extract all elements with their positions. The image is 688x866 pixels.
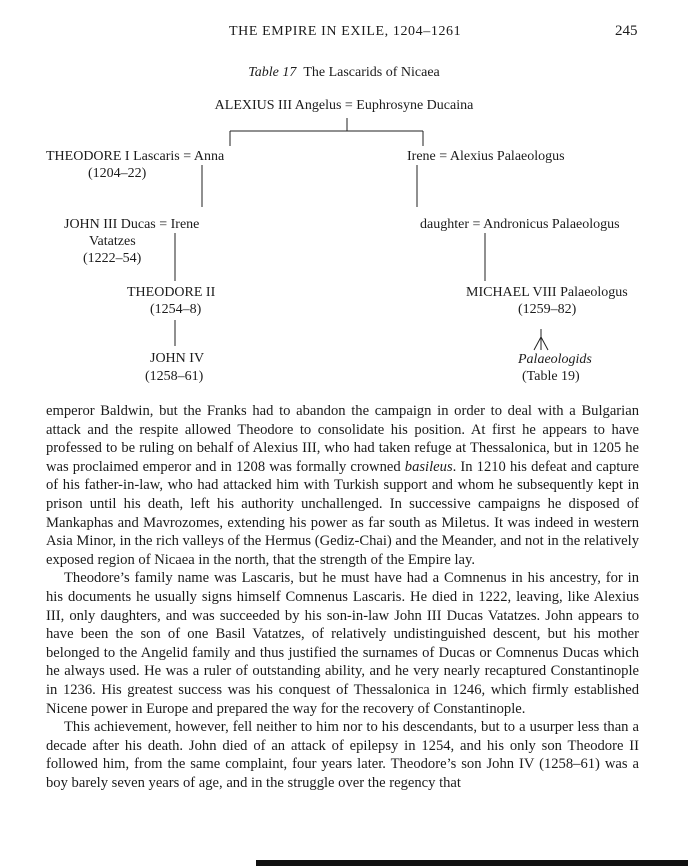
tree-john-iii: JOHN III Ducas = Irene xyxy=(64,217,200,232)
tree-john-iv-dates: (1258–61) xyxy=(145,369,204,384)
tree-root: ALEXIUS III Angelus = Euphrosyne Ducaina xyxy=(214,98,474,113)
paragraph-1-italic: basileus xyxy=(404,458,453,475)
table-caption-title: The Lascarids of Nicaea xyxy=(303,65,440,80)
tree-daughter-andronicus: daughter = Andronicus Palaeologus xyxy=(420,217,620,232)
tree-john-iii-name2: Vatatzes xyxy=(89,234,136,249)
paragraph-1-part-a: emperor Baldwin, but the Franks had to abandon the campaign in order to deal with a Bulgarian attack and the respite allowed Theodore to consolidate his position. At first he appears to have professed to be ruling on behalf of Alexius III, who had taken refuge at Thessalonica, but in 1205 he was proclaimed emperor and in 1208 was formally crowned xyxy=(46,403,639,475)
tree-theodore-ii: THEODORE II xyxy=(127,285,216,300)
page-number: 245 xyxy=(615,23,638,39)
tree-john-iii-dates: (1222–54) xyxy=(83,251,142,266)
paragraph-3: This achievement, however, fell neither to him nor to his descendants, but to a usurper less than a decade after his death. John died of an attack of epilepsy in 1254, and his only son Theodore II followed him, from the same complaint, four years later. Theodore’s son John IV (1258–61) was a boy barely seven years of age, and in the struggle over the regency that xyxy=(46,719,639,791)
paragraph-2: Theodore’s family name was Lascaris, but he must have had a Comnenus in his ancestry, for in his documents he usually signs himself Comnenus Lascaris. He died in 1222, leaving, like Alexius III, only daughters, and was succeeded by his son-in-law John III Ducas Vatatzes. John appears to have been the son of one Basil Vatatzes, of relatively undistinguished descent, but his mother belonged to the Angelid family and thus justified the surnames of Ducas or Comnenus Ducas which he always used. He was a ruler of outstanding ability, and he very nearly recaptured Constantinople in 1236. His greatest success was his conquest of Thessalonica in 1246, which firmly established Nicene power in Europe and prepared the way for the recovery of Constantinople. xyxy=(46,570,639,717)
running-title: THE EMPIRE IN EXILE, 1204–1261 xyxy=(229,24,462,39)
tree-theodore-i: THEODORE I Lascaris = Anna xyxy=(46,149,225,164)
paragraph-1 xyxy=(46,402,639,569)
scan-edge-bar xyxy=(256,860,688,866)
tree-michael-viii-dates: (1259–82) xyxy=(518,302,577,317)
paragraph-1-part-b: . In 1210 his defeat and capture of his father-in-law, who had attacked him with Turkish support and whom he subsequently kept in prison until his death, left his authority unchallenged. In successive campaigns he disposed of Mankaphas and Mavrozomes, extending his power as far south as Miletus. It was indeed in western Asia Minor, in the rich valleys of the Hermus (Gediz-Chai) and the Meander, and not in the relatively exposed region of Nicaea in the north, that the strength of the Empire lay. xyxy=(46,458,639,568)
tree-irene-alexius: Irene = Alexius Palaeologus xyxy=(407,149,565,164)
tree-theodore-ii-dates: (1254–8) xyxy=(150,302,202,317)
tree-palaeologids: Palaeologids xyxy=(518,352,592,367)
body-text xyxy=(46,402,639,792)
table-caption-label: Table 17 xyxy=(248,65,297,80)
tree-michael-viii: MICHAEL VIII Palaeologus xyxy=(466,285,628,300)
tree-palaeologids-ref: (Table 19) xyxy=(522,369,580,384)
tree-john-iv: JOHN IV xyxy=(150,351,205,366)
genealogy-lines xyxy=(0,0,688,400)
tree-theodore-i-dates: (1204–22) xyxy=(88,166,147,181)
